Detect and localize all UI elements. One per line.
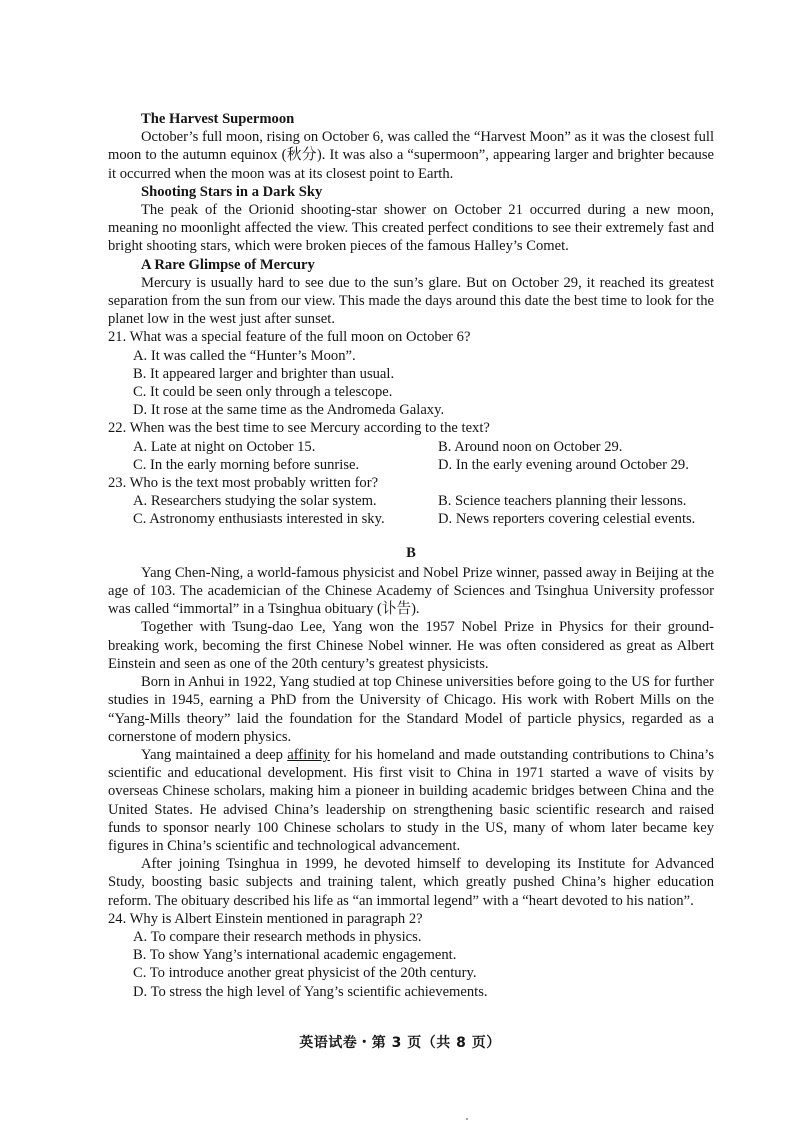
option-a: A. To compare their research methods in physics. — [133, 928, 422, 945]
question-stem: 22. When was the best time to see Mercury according to the text? — [108, 420, 490, 437]
scan-speck — [466, 1118, 468, 1120]
option-b: B. Science teachers planning their lessons. — [438, 493, 687, 510]
question-23 — [108, 474, 714, 529]
option-d: D. News reporters covering celestial events. — [438, 511, 696, 528]
option-c: C. To introduce another great physicist of the 20th century. — [133, 965, 477, 982]
option-b: B. To show Yang’s international academic engagement. — [133, 947, 457, 964]
question-stem: 21. What was a special feature of the full moon on October 6? — [108, 329, 471, 346]
question-stem: 23. Who is the text most probably written for? — [108, 475, 379, 492]
option-row — [108, 438, 714, 456]
option-d: D. In the early evening around October 29. — [438, 456, 689, 473]
option-row — [108, 492, 714, 510]
question-stem: 24. Why is Albert Einstein mentioned in paragraph 2? — [108, 910, 423, 927]
page-footer: 英语试卷・第 3 页（共 8 页） — [299, 1035, 501, 1051]
paragraph-b4 — [108, 746, 714, 855]
heading-harvest-supermoon: The Harvest Supermoon — [141, 111, 295, 127]
paragraph-shooting-stars: The peak of the Orionid shooting-star shower on October 21 occurred during a new moon, meaning no moonlight affected the view. This created perfect conditions to see their extremely fast and bright shooting stars, which were broken pieces of the famous Halley’s Comet. — [108, 202, 714, 255]
option-a: A. Late at night on October 15. — [133, 438, 316, 455]
paragraph-b3: Born in Anhui in 1922, Yang studied at top Chinese universities before going to the US for further studies in 1945, earning a PhD from the University of Chicago. His work with Robert Mills on the “Yang-Mills theory” laid the foundation for the Standard Model of particle physics, regarded as a cornerstone of modern physics. — [108, 674, 714, 745]
underlined-word-affinity: affinity — [287, 746, 330, 763]
option-c: C. It could be seen only through a telescope. — [133, 384, 393, 401]
option-c: C. In the early morning before sunrise. — [133, 456, 360, 473]
option-b: B. Around noon on October 29. — [438, 438, 623, 455]
question-22 — [108, 419, 714, 474]
question-21 — [108, 328, 714, 419]
option-a: A. It was called the “Hunter’s Moon”. — [133, 347, 356, 364]
heading-mercury: A Rare Glimpse of Mercury — [141, 256, 315, 273]
paragraph-b2: Together with Tsung-dao Lee, Yang won the 1957 Nobel Prize in Physics for their ground-breaking work, becoming the first Chinese Nobel winner. He was often considered as great as Albert Einstein and seen as one of the 20th century’s greatest physicists. — [108, 619, 714, 672]
option-a: A. Researchers studying the solar system. — [133, 493, 377, 510]
paragraph-b5: After joining Tsinghua in 1999, he devoted himself to developing its Institute for Advanced Study, boosting basic subjects and training talent, which greatly pushed China’s higher education reform. The obituary described his life as “an immortal legend” with a “heart devoted to his nation”. — [108, 856, 714, 909]
option-row — [108, 510, 714, 528]
paragraph-harvest-supermoon: October’s full moon, rising on October 6, was called the “Harvest Moon” as it was the closest full moon to the autumn equinox (秋分). It was also a “supermoon”, appearing larger and brighter because it occurred when the moon was at its closest point to Earth. — [108, 129, 714, 182]
option-c: C. Astronomy enthusiasts interested in sky. — [133, 511, 385, 528]
section-label-b: B — [406, 544, 416, 561]
paragraph-mercury: Mercury is usually hard to see due to the sun’s glare. But on October 29, it reached its greatest separation from the sun from our view. This made the days around this date the best time to look for the planet low in the west just after sunset. — [108, 274, 714, 328]
paragraph-b4-rest: for his homeland and made outstanding contributions to China’s scientific and educational development. His first visit to China in 1971 started a wave of visits by overseas Chinese scholars, making him a pioneer in building academic bridges between China and the United States. He advised China’s leadership on strengthening basic scientific research and raised funds to sponsor nearly 100 Chinese scholars to study in the US, many of whom later became key figures in China’s scientific and technological advancement. — [108, 746, 715, 854]
option-row — [108, 456, 714, 474]
option-d: D. To stress the high level of Yang’s scientific achievements. — [133, 983, 488, 1000]
paragraph-b1: Yang Chen-Ning, a world-famous physicist and Nobel Prize winner, passed away in Beijing at the age of 103. The academician of the Chinese Academy of Sciences and Tsinghua University professor was called “immortal” in a Tsinghua obituary (讣告). — [108, 564, 714, 618]
option-b: B. It appeared larger and brighter than usual. — [133, 365, 395, 382]
option-d: D. It rose at the same time as the Andromeda Galaxy. — [133, 402, 445, 419]
heading-shooting-stars: Shooting Stars in a Dark Sky — [141, 183, 323, 200]
question-24 — [108, 910, 714, 1001]
paragraph-b4-start: Yang maintained a deep — [141, 746, 288, 763]
exam-page — [108, 110, 714, 1001]
